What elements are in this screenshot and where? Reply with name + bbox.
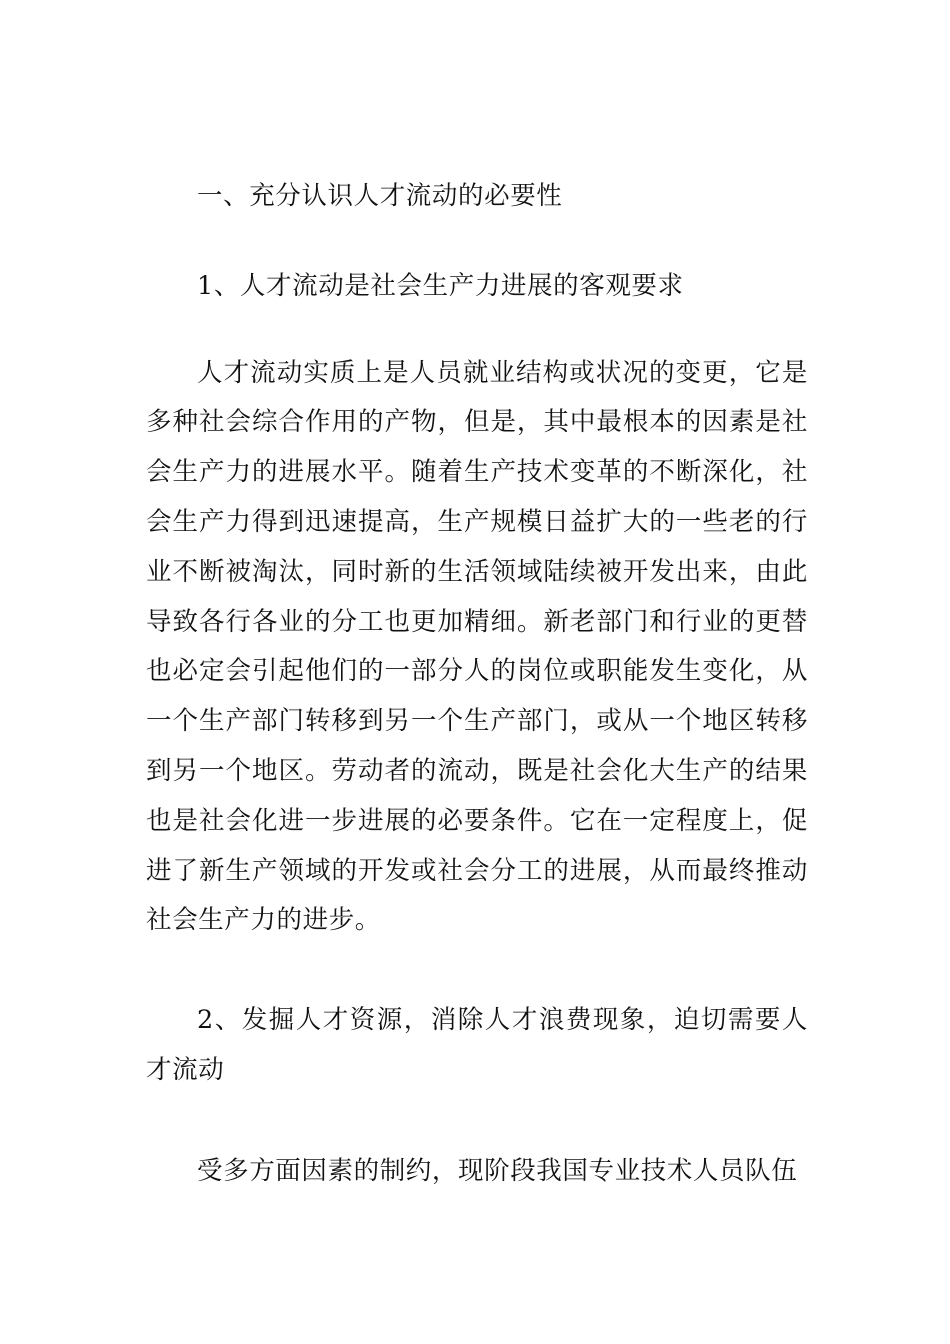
body-paragraph: 受多方面因素的制约，现阶段我国专业技术人员队伍 — [197, 1155, 798, 1186]
document-page — [146, 172, 808, 1197]
subsection-heading: 2、发掘人才资源，消除人才浪费现象，迫切需要人才流动 — [146, 1005, 808, 1085]
section-heading: 一、充分认识人才流动的必要性 — [197, 181, 563, 211]
body-paragraph: 人才流动实质上是人员就业结构或状况的变更，它是多种社会综合作用的产物，但是，其中最根本的因素是社会生产力的进展水平。随着生产技术变革的不断深化，社会生产力得到迅速提高，生产规模日益扩大的一些老的行业不断被淘汰，同时新的生活领域陆续被开发出来，由此导致各行各业的分工也更加精细。新老部门和行业的更替也必定会引起他们的一部分人的岗位或职能发生变化，从一个生产部门转移到另一个生产部门，或从一个地区转移到另一个地区。劳动者的流动，既是社会化大生产的结果也是社会化进一步进展的必要条件。它在一定程度上，促进了新生产领域的开发或社会分工的进展，从而最终推动社会生产力的进步。 — [146, 357, 808, 936]
subsection-heading: 1、人才流动是社会生产力进展的客观要求 — [197, 270, 684, 301]
